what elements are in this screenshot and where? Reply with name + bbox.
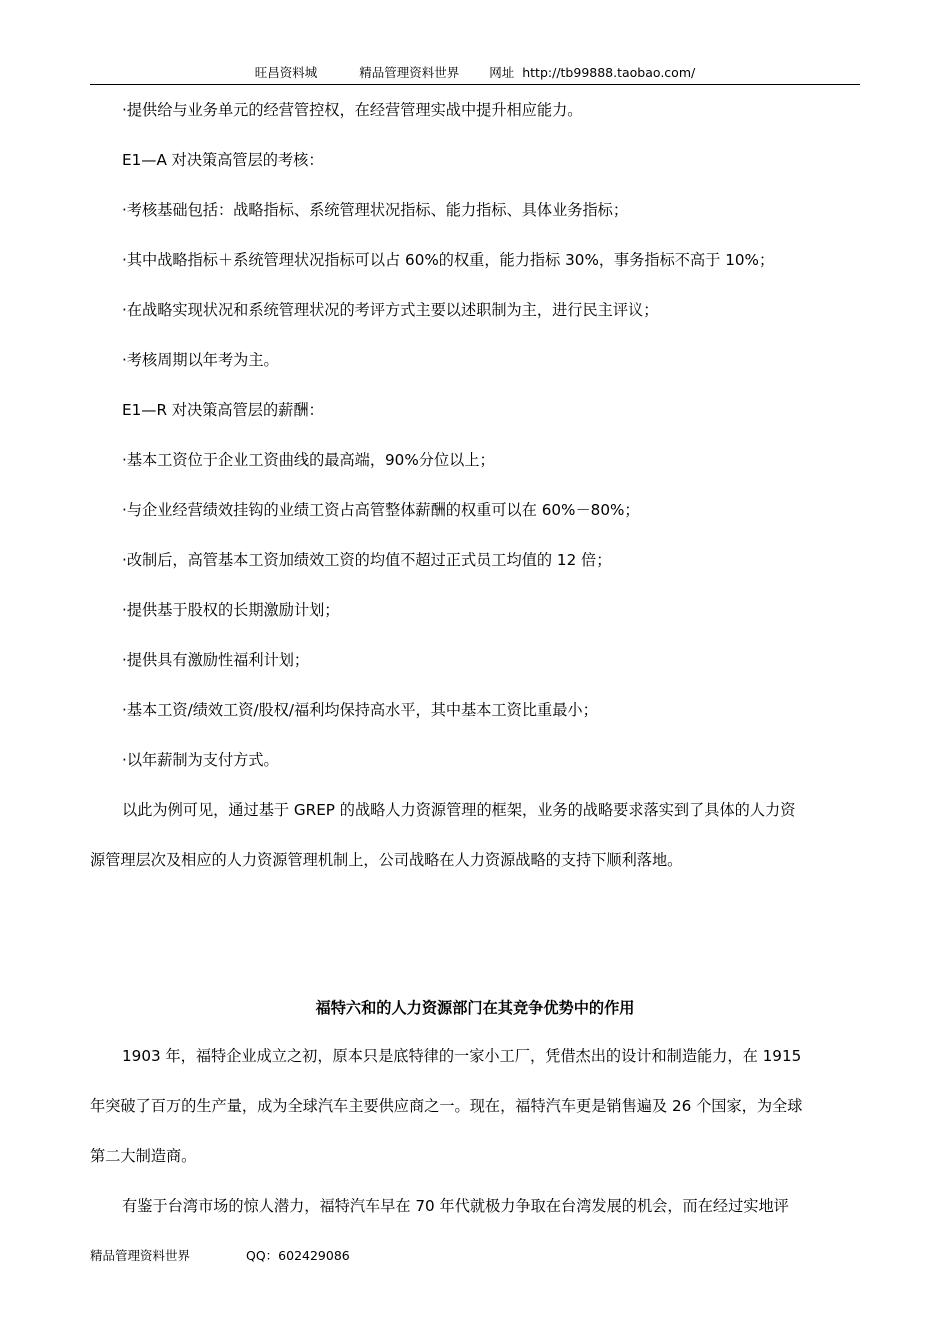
- paragraph-line: 以此为例可见，通过基于 GREP 的战略人力资源管理的框架，业务的战略要求落实到了具体的人力资: [122, 801, 796, 819]
- paragraph-line: ·提供基于股权的长期激励计划；: [122, 601, 340, 619]
- paragraph-line: 年突破了百万的生产量，成为全球汽车主要供应商之一。现在，福特汽车更是销售遍及 26 个国家，为全球: [90, 1097, 803, 1115]
- paragraph-line: 第二大制造商。: [90, 1147, 197, 1165]
- paragraph-line: ·提供具有激励性福利计划；: [122, 651, 310, 669]
- paragraph-line: 有鉴于台湾市场的惊人潜力，福特汽车早在 70 年代就极力争取在台湾发展的机会，而在经过实地评: [122, 1197, 789, 1215]
- page-footer: [90, 1246, 350, 1266]
- header-url-label: 网址: [489, 65, 515, 80]
- paragraph-line: ·提供给与业务单元的经营管控权，在经营管理实战中提升相应能力。: [122, 101, 583, 119]
- paragraph-line: ·考核基础包括：战略指标、系统管理状况指标、能力指标、具体业务指标；: [122, 201, 629, 219]
- paragraph-line: ·在战略实现状况和系统管理状况的考评方式主要以述职制为主，进行民主评议；: [122, 301, 659, 319]
- header-url-link[interactable]: http://tb99888.taobao.com/: [522, 65, 696, 80]
- paragraph-line: ·以年薪制为支付方式。: [122, 751, 279, 769]
- paragraph-line: ·基本工资位于企业工资曲线的最高端，90%分位以上；: [122, 451, 495, 469]
- header-shop-name: 旺昌资料城: [254, 65, 318, 80]
- paragraph-line: 源管理层次及相应的人力资源管理机制上，公司战略在人力资源战略的支持下顺利落地。: [90, 851, 683, 869]
- subheading-e1-r: E1—R 对决策高管层的薪酬：: [122, 401, 324, 419]
- header-site-name: 精品管理资料世界: [359, 65, 460, 80]
- paragraph-line: 1903 年，福特企业成立之初，原本只是底特律的一家小工厂，凭借杰出的设计和制造能力，在 1915: [122, 1047, 802, 1065]
- footer-site-name: 精品管理资料世界: [90, 1248, 191, 1263]
- subheading-e1-a: E1—A 对决策高管层的考核：: [122, 151, 324, 169]
- section-title: 福特六和的人力资源部门在其竞争优势中的作用: [315, 999, 635, 1017]
- paragraph-line: ·改制后，高管基本工资加绩效工资的均值不超过正式员工均值的 12 倍；: [122, 551, 612, 569]
- paragraph-line: ·其中战略指标＋系统管理状况指标可以占 60%的权重，能力指标 30%，事务指标不高于 10%；: [122, 251, 775, 269]
- paragraph-line: ·考核周期以年考为主。: [122, 351, 279, 369]
- paragraph-line: ·与企业经营绩效挂钩的业绩工资占高管整体薪酬的权重可以在 60%－80%；: [122, 501, 640, 519]
- page-header: [90, 62, 860, 85]
- paragraph-line: ·基本工资/绩效工资/股权/福利均保持高水平，其中基本工资比重最小；: [122, 701, 598, 719]
- footer-qq: QQ：602429086: [245, 1248, 350, 1263]
